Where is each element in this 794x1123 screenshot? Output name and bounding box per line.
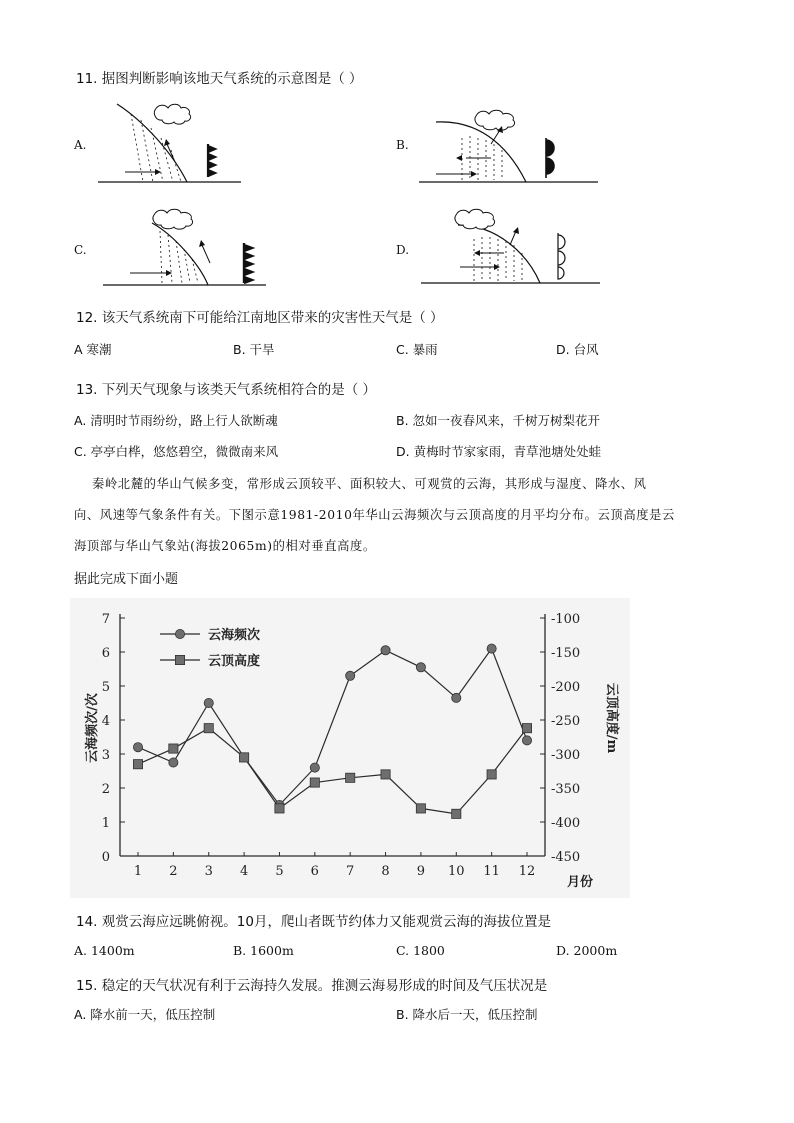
x-tick-label: 5 xyxy=(275,864,284,879)
series-point xyxy=(239,753,248,762)
y-tick-label-right: -100 xyxy=(551,612,581,627)
y-tick-label-left: 2 xyxy=(101,782,110,797)
warm-front-hollow-symbol-icon xyxy=(558,233,565,279)
q12-option-d[interactable]: D. 台风 xyxy=(556,342,599,357)
q12-stem: 12. 该天气系统南下可能给江南地区带来的灾害性天气是（ ） xyxy=(76,310,444,326)
y-tick-label-right: -400 xyxy=(551,816,581,831)
q15-option-b[interactable]: B. 降水后一天，低压控制 xyxy=(396,1007,538,1022)
q11-stem: 11. 据图判断影响该地天气系统的示意图是（ ） xyxy=(76,71,363,87)
series-point xyxy=(487,770,496,779)
q15-option-a[interactable]: A. 降水前一天，低压控制 xyxy=(74,1007,216,1022)
front-diagram-a[interactable] xyxy=(95,102,245,190)
series-point xyxy=(522,736,531,745)
warm-front-symbol-icon xyxy=(546,138,554,178)
q13-option-c[interactable]: C. 亭亭白桦，悠悠碧空，微微南来风 xyxy=(74,444,279,459)
series-point xyxy=(522,724,531,733)
y-axis-label-left: 云海频次/次 xyxy=(85,693,100,763)
cloud-sea-chart xyxy=(70,598,630,898)
q11-option-d-letter[interactable]: D. xyxy=(396,243,410,257)
x-tick-label: 11 xyxy=(483,864,500,879)
x-tick-label: 6 xyxy=(310,864,319,879)
series-point xyxy=(452,693,461,702)
q11-option-c-letter[interactable]: C. xyxy=(74,243,87,257)
series-point xyxy=(310,778,319,787)
front-diagram-b[interactable] xyxy=(416,102,601,190)
x-tick-label: 8 xyxy=(381,864,390,879)
series-point xyxy=(204,698,213,707)
q14-option-d[interactable]: D. 2000m xyxy=(556,943,618,958)
y-tick-label-right: -350 xyxy=(551,782,581,797)
series-point xyxy=(487,644,496,653)
x-tick-label: 12 xyxy=(518,864,536,879)
y-axis-label-right: 云顶高度/m xyxy=(604,682,619,754)
x-tick-label: 2 xyxy=(169,864,178,879)
cold-front-symbol-icon xyxy=(208,144,215,177)
passage-line-2: 向、风速等气象条件有关。下图示意1981-2010年华山云海频次与云顶高度的月平均分布。云顶高度是云 xyxy=(74,508,675,522)
q14-option-c[interactable]: C. 1800 xyxy=(396,943,445,958)
series-point xyxy=(381,770,390,779)
series-point xyxy=(310,763,319,772)
series-point xyxy=(346,671,355,680)
y-tick-label-left: 7 xyxy=(101,612,110,627)
series-point xyxy=(169,744,178,753)
y-tick-label-right: -150 xyxy=(551,646,581,661)
q11-option-a-letter[interactable]: A. xyxy=(74,138,87,152)
series-point xyxy=(416,804,425,813)
x-tick-label: 4 xyxy=(239,864,249,879)
cold-front-symbol-icon xyxy=(244,243,252,283)
series-point xyxy=(133,760,142,769)
y-tick-label-left: 6 xyxy=(101,646,110,661)
passage-line-3: 海顶部与华山气象站(海拔2065m)的相对垂直高度。 xyxy=(74,539,376,553)
x-tick-label: 7 xyxy=(346,864,355,879)
q13-option-d[interactable]: D. 黄梅时节家家雨，青草池塘处处蛙 xyxy=(396,444,602,459)
q13-stem: 13. 下列天气现象与该类天气系统相符合的是（ ） xyxy=(76,382,377,398)
y-tick-label-right: -300 xyxy=(551,748,581,763)
series-point xyxy=(416,663,425,672)
q13-option-b[interactable]: B. 忽如一夜春风来，千树万树梨花开 xyxy=(396,413,601,428)
q14-option-a[interactable]: A. 1400m xyxy=(74,943,135,958)
x-tick-label: 9 xyxy=(416,864,426,879)
series-point xyxy=(381,646,390,655)
y-tick-label-right: -250 xyxy=(551,714,581,729)
legend-marker xyxy=(175,629,184,638)
series-point xyxy=(133,743,142,752)
y-tick-label-left: 5 xyxy=(101,680,110,695)
q12-option-b[interactable]: B. 干旱 xyxy=(233,342,275,357)
x-tick-label: 3 xyxy=(204,864,213,879)
q14-option-b[interactable]: B. 1600m xyxy=(233,943,294,958)
q14-stem: 14. 观赏云海应远眺俯视。10月，爬山者既节约体力又能观赏云海的海拔位置是 xyxy=(76,914,551,930)
y-tick-label-right: -200 xyxy=(551,680,581,695)
x-tick-label: 1 xyxy=(133,864,143,879)
x-axis-label: 月份 xyxy=(567,875,594,890)
y-tick-label-left: 0 xyxy=(101,850,110,865)
series-point xyxy=(452,809,461,818)
q15-stem: 15. 稳定的天气状况有利于云海持久发展。推测云海易形成的时间及气压状况是 xyxy=(76,978,548,994)
q13-option-a[interactable]: A. 清明时节雨纷纷，路上行人欲断魂 xyxy=(74,413,278,428)
y-tick-label-left: 4 xyxy=(101,714,110,729)
q12-option-c[interactable]: C. 暴雨 xyxy=(396,342,438,357)
legend-label: 云海频次 xyxy=(208,628,261,643)
q11-option-b-letter[interactable]: B. xyxy=(396,138,409,152)
front-diagram-d[interactable] xyxy=(418,205,603,293)
series-point xyxy=(204,724,213,733)
front-diagram-c[interactable] xyxy=(100,205,270,293)
y-tick-label-right: -450 xyxy=(551,850,581,865)
y-tick-label-left: 1 xyxy=(101,816,110,831)
x-tick-label: 10 xyxy=(447,864,465,879)
series-point xyxy=(346,773,355,782)
y-tick-label-left: 3 xyxy=(101,748,110,763)
series-point xyxy=(275,804,284,813)
passage-line-1: 秦岭北麓的华山气候多变，常形成云顶较平、面积较大、可观赏的云海，其形成与湿度、降水、风 xyxy=(92,477,647,491)
series-point xyxy=(169,758,178,767)
legend-marker xyxy=(175,655,184,664)
instruction: 据此完成下面小题 xyxy=(74,572,179,587)
q12-option-a[interactable]: A 寒潮 xyxy=(74,342,112,357)
legend-label: 云顶高度 xyxy=(208,654,261,669)
